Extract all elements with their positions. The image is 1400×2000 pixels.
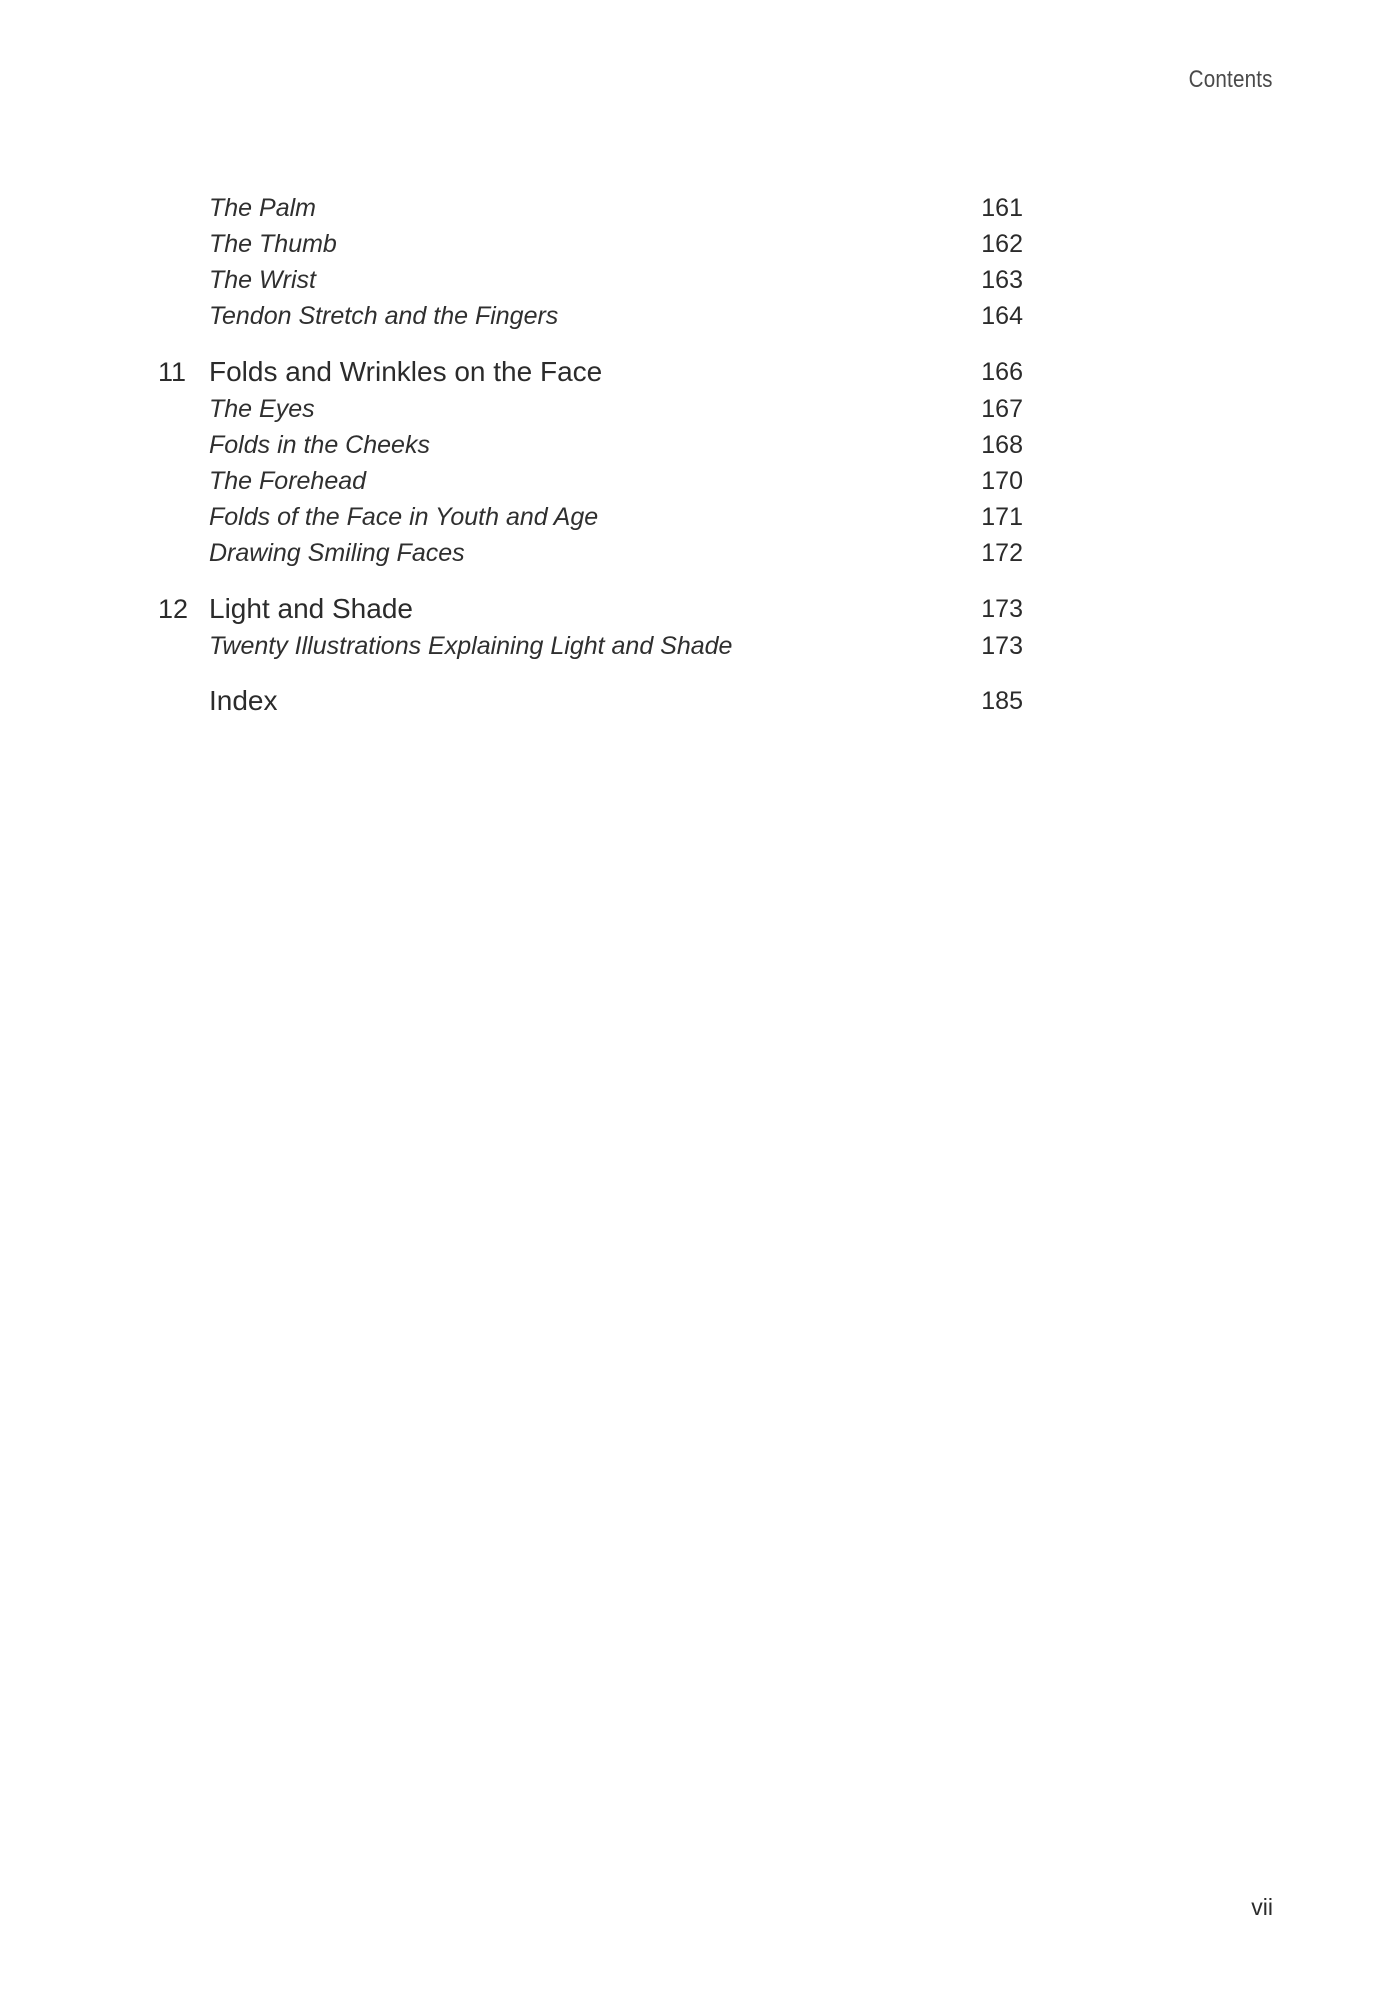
toc-entry-title: The Wrist (209, 266, 316, 294)
chapter-number: 11 (158, 357, 187, 387)
toc-entry-page: 167 (981, 395, 1023, 423)
toc-entry-page: 173 (981, 595, 1023, 623)
toc-entry-page: 168 (981, 431, 1023, 459)
toc-entry (0, 427, 1400, 463)
running-head: Contents (1189, 66, 1273, 93)
toc-entry (0, 190, 1400, 226)
chapter-number: 12 (158, 594, 189, 624)
toc-entry-page: 171 (981, 503, 1023, 531)
toc-entry-title: Folds in the Cheeks (209, 431, 430, 459)
toc-entry-title: The Eyes (209, 395, 315, 423)
toc-entry (0, 499, 1400, 535)
toc-entry (0, 391, 1400, 427)
toc-entry-title: Twenty Illustrations Explaining Light and Shade (209, 632, 733, 660)
toc-entry-title: Drawing Smiling Faces (209, 539, 465, 567)
toc-entry (0, 628, 1400, 664)
index-title: Index (209, 685, 278, 716)
toc-chapter (0, 590, 1400, 628)
toc-entry-page: 161 (981, 194, 1023, 222)
toc-entry-page: 170 (981, 467, 1023, 495)
chapter-title: Light and Shade (209, 593, 413, 624)
toc-entry-title: The Thumb (209, 230, 337, 258)
chapter-title: Folds and Wrinkles on the Face (209, 356, 603, 387)
toc-entry-page: 166 (981, 358, 1023, 386)
toc-chapter (0, 353, 1400, 391)
toc-entry (0, 298, 1400, 334)
toc-entry-page: 185 (981, 687, 1023, 715)
toc-entry (0, 535, 1400, 571)
toc-entry-page: 172 (981, 539, 1023, 567)
page-folio: vii (1251, 1894, 1273, 1920)
toc-entry (0, 226, 1400, 262)
toc-entry (0, 262, 1400, 298)
toc-entry-title: Folds of the Face in Youth and Age (209, 503, 599, 531)
toc-entry-page: 164 (981, 302, 1023, 330)
toc-entry-page: 173 (981, 632, 1023, 660)
toc-entry-page: 163 (981, 266, 1023, 294)
toc-index-entry (0, 683, 1400, 719)
toc-entry-title: Tendon Stretch and the Fingers (209, 302, 559, 330)
toc-entry-page: 162 (981, 230, 1023, 258)
toc-entry-title: The Forehead (209, 467, 367, 495)
table-of-contents (0, 190, 1400, 719)
toc-entry-title: The Palm (209, 194, 316, 222)
toc-entry (0, 463, 1400, 499)
